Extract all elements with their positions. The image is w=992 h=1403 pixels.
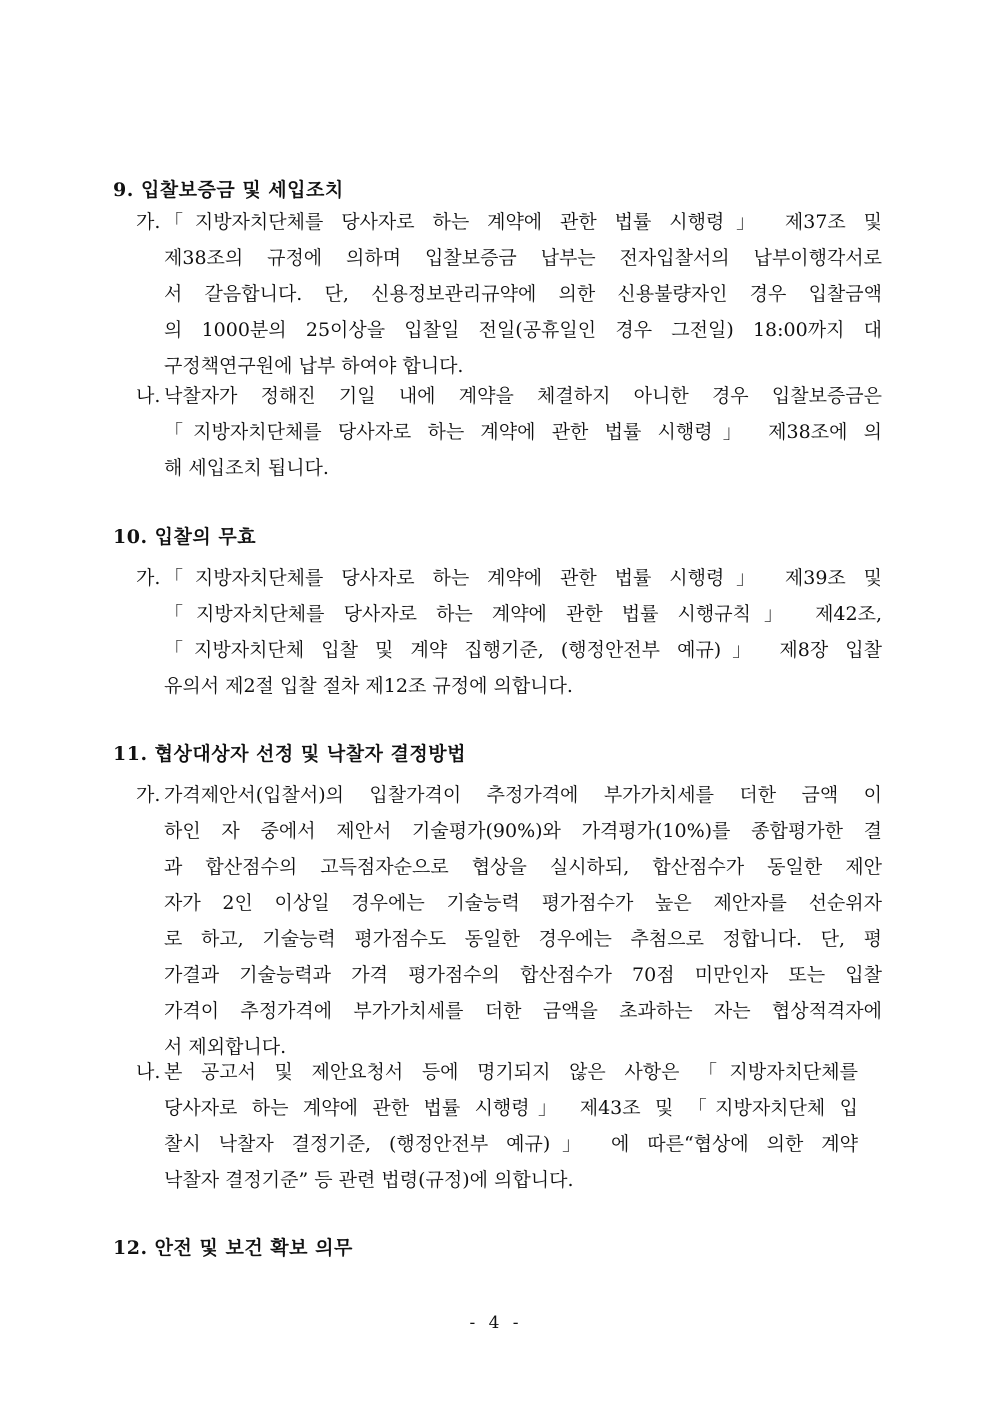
item-marker: 나. — [136, 385, 161, 407]
paragraph-line: 가격이 추정가격에 부가가치세를 더한 금액을 초과하는 자는 협상적격자에 — [164, 1000, 882, 1022]
paragraph-line: 해 세입조치 됩니다. — [164, 457, 329, 479]
paragraph-line: 과 합산점수의 고득점자순으로 협상을 실시하되, 합산점수가 동일한 제안 — [164, 856, 882, 878]
paragraph-line: 하인 자 중에서 제안서 기술평가(90%)와 가격평가(10%)를 종합평가한 결 — [164, 820, 882, 842]
paragraph-line: 로 하고, 기술능력 평가점수도 동일한 경우에는 추첨으로 정합니다. 단, 평 — [164, 928, 882, 950]
page-number: - 4 - — [469, 1313, 523, 1333]
section-heading-9: 9. 입찰보증금 및 세입조치 — [113, 179, 344, 201]
paragraph-line: 구정책연구원에 납부 하여야 합니다. — [164, 355, 464, 377]
paragraph-line: 「지방자치단체를 당사자로 하는 계약에 관한 법률 시행령」 제38조에 의 — [164, 421, 882, 443]
item-marker: 가. — [136, 211, 161, 233]
item-marker: 가. — [136, 784, 161, 806]
item-marker: 나. — [136, 1061, 161, 1083]
paragraph-line: 제38조의 규정에 의하며 입찰보증금 납부는 전자입찰서의 납부이행각서로 — [164, 247, 882, 269]
paragraph-line: 본 공고서 및 제안요청서 등에 명기되지 않은 사항은 「지방자치단체를 — [164, 1061, 858, 1083]
paragraph-line: 찰시 낙찰자 결정기준, (행정안전부 예규)」 에 따른“협상에 의한 계약 — [164, 1133, 858, 1155]
paragraph-line: 가결과 기술능력과 가격 평가점수의 합산점수가 70점 미만인자 또는 입찰 — [164, 964, 882, 986]
paragraph-line: 「지방자치단체를 당사자로 하는 계약에 관한 법률 시행령」 제39조 및 — [164, 567, 882, 589]
paragraph-line: 유의서 제2절 입찰 절차 제12조 규정에 의합니다. — [164, 675, 573, 697]
item-marker: 가. — [136, 567, 161, 589]
paragraph-line: 낙찰자가 정해진 기일 내에 계약을 체결하지 아니한 경우 입찰보증금은 — [164, 385, 882, 407]
paragraph-line: 가격제안서(입찰서)의 입찰가격이 추정가격에 부가가치세를 더한 금액 이 — [164, 784, 882, 806]
section-heading-12: 12. 안전 및 보건 확보 의무 — [113, 1237, 353, 1259]
paragraph-line: 서 제외합니다. — [164, 1036, 287, 1058]
paragraph-line: 「지방자치단체를 당사자로 하는 계약에 관한 법률 시행규칙」 제42조, — [164, 603, 882, 625]
paragraph-line: 서 갈음합니다. 단, 신용정보관리규약에 의한 신용불량자인 경우 입찰금액 — [164, 283, 882, 305]
paragraph-line: 「지방자치단체를 당사자로 하는 계약에 관한 법률 시행령」 제37조 및 — [164, 211, 882, 233]
paragraph-line: 「지방자치단체 입찰 및 계약 집행기준, (행정안전부 예규)」 제8장 입찰 — [164, 639, 882, 661]
paragraph-line: 당사자로 하는 계약에 관한 법률 시행령」 제43조 및 「지방자치단체 입 — [164, 1097, 858, 1119]
paragraph-line: 의 1000분의 25이상을 입찰일 전일(공휴일인 경우 그전일) 18:00까지 대 — [164, 319, 882, 341]
section-heading-10: 10. 입찰의 무효 — [113, 526, 257, 548]
section-heading-11: 11. 협상대상자 선정 및 낙찰자 결정방법 — [113, 743, 466, 765]
paragraph-line: 자가 2인 이상일 경우에는 기술능력 평가점수가 높은 제안자를 선순위자 — [164, 892, 882, 914]
paragraph-line: 낙찰자 결정기준” 등 관련 법령(규정)에 의합니다. — [164, 1169, 574, 1191]
